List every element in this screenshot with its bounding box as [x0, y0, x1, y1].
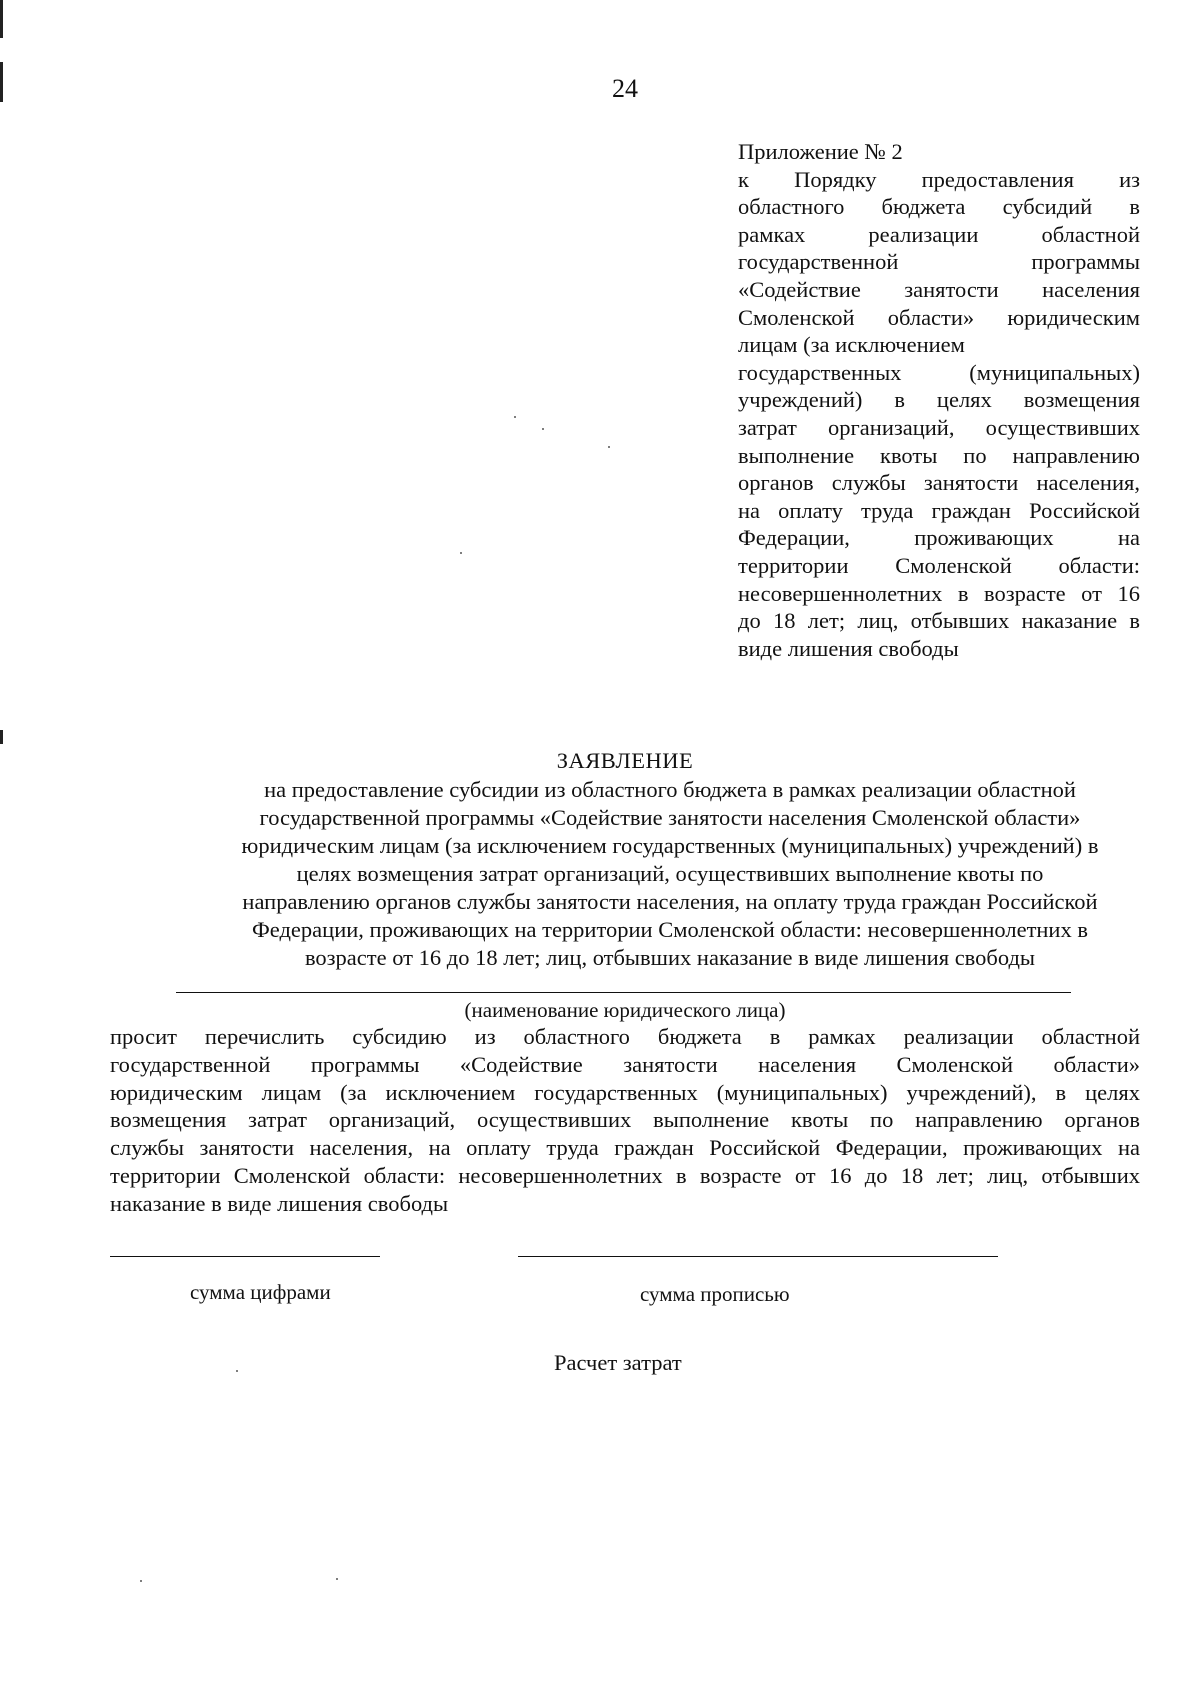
appendix-line: областного бюджета субсидий в — [738, 194, 1140, 220]
appendix-line: Смоленской области» юридическим — [738, 304, 1140, 330]
appendix-line: территории Смоленской области: — [738, 552, 1140, 578]
request-paragraph — [110, 1023, 1140, 1218]
sum-words-field[interactable] — [518, 1256, 998, 1257]
appendix-line: «Содействие занятости населения — [738, 276, 1140, 302]
subtitle-line: на предоставление субсидии из областного бюджета в рамках реализации областной — [264, 777, 1076, 802]
sum-words-label: сумма прописью — [640, 1282, 790, 1306]
appendix-line: до 18 лет; лиц, отбывших наказание в — [738, 608, 1140, 634]
appendix-line: учреждений) в целях возмещения — [738, 387, 1140, 413]
appendix-heading: Приложение № 2 — [738, 139, 903, 164]
calculation-title: Расчет затрат — [554, 1350, 682, 1375]
appendix-line: государственных (муниципальных) — [738, 359, 1140, 385]
scan-speck — [514, 416, 516, 418]
statement-title: ЗАЯВЛЕНИЕ — [556, 748, 694, 773]
appendix-line: несовершеннолетних в возрасте от 16 — [738, 580, 1140, 606]
subtitle-line: государственной программы «Содействие занятости населения Смоленской области» — [259, 805, 1081, 830]
statement-subtitle — [200, 776, 1140, 972]
appendix-line: к Порядку предоставления из — [738, 166, 1140, 192]
body-line: государственной программы «Содействие занятости населения Смоленской области» — [110, 1051, 1140, 1077]
appendix-line: рамках реализации областной — [738, 221, 1140, 247]
appendix-line: лицам (за исключением — [738, 332, 965, 358]
subtitle-line: Федерации, проживающих на территории Смоленской области: несовершеннолетних в — [252, 917, 1088, 942]
appendix-line: выполнение квоты по направлению — [738, 442, 1140, 468]
appendix-line: на оплату труда граждан Российской — [738, 497, 1140, 523]
legal-entity-name-caption: (наименование юридического лица) — [464, 998, 786, 1022]
appendix-line: затрат организаций, осуществивших — [738, 414, 1140, 440]
appendix-block — [738, 138, 1140, 662]
scan-speck — [236, 1370, 238, 1372]
scan-speck — [140, 1580, 142, 1582]
subtitle-line: целях возмещения затрат организаций, осуществивших выполнение квоты по — [296, 861, 1044, 886]
sum-digits-label: сумма цифрами — [190, 1280, 331, 1304]
scan-speck — [460, 552, 462, 554]
legal-entity-name-field[interactable] — [176, 992, 1071, 993]
scan-speck — [608, 446, 610, 448]
sum-digits-field[interactable] — [110, 1256, 380, 1257]
subtitle-line: возрасте от 16 до 18 лет; лиц, отбывших наказание в виде лишения свободы — [304, 945, 1036, 970]
page-number: 24 — [612, 74, 638, 103]
body-line: территории Смоленской области: несовершеннолетних в возрасте от 16 до 18 лет; лиц, отбывших — [110, 1162, 1140, 1188]
body-line: просит перечислить субсидию из областного бюджета в рамках реализации областной — [110, 1024, 1140, 1049]
scan-edge-mark — [0, 0, 3, 38]
body-line: наказание в виде лишения свободы — [110, 1190, 449, 1216]
body-line: юридическим лицам (за исключением государственных (муниципальных) учреждений), в целях — [110, 1079, 1140, 1105]
subtitle-line: юридическим лицам (за исключением государственных (муниципальных) учреждений) в — [241, 833, 1099, 858]
appendix-line: государственной программы — [738, 249, 1140, 275]
appendix-line: органов службы занятости населения, — [738, 470, 1140, 496]
scan-speck — [336, 1578, 338, 1580]
scan-edge-mark — [0, 730, 3, 744]
subtitle-line: направлению органов службы занятости населения, на оплату труда граждан Российской — [242, 889, 1098, 914]
body-line: службы занятости населения, на оплату труда граждан Российской Федерации, проживающих на — [110, 1135, 1140, 1161]
appendix-line: Федерации, проживающих на — [738, 525, 1140, 551]
scan-speck — [542, 428, 544, 430]
appendix-line: виде лишения свободы — [738, 635, 959, 661]
body-line: возмещения затрат организаций, осуществивших выполнение квоты по направлению органов — [110, 1107, 1140, 1133]
